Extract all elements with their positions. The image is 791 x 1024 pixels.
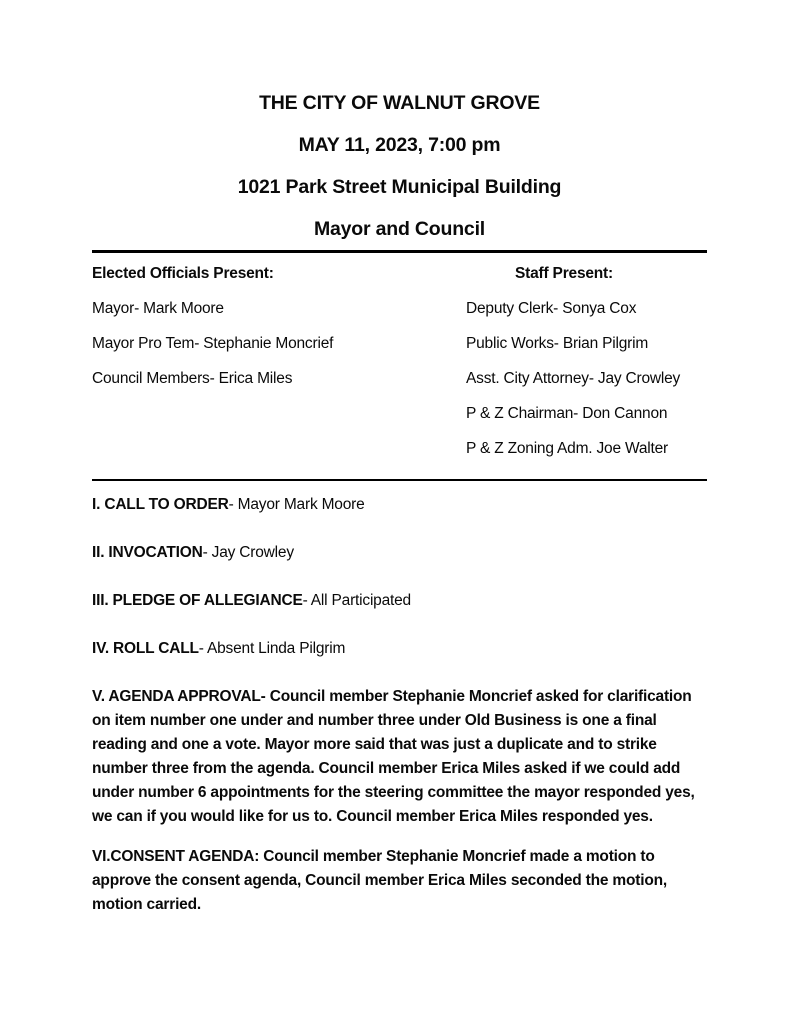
attendance-item: Deputy Clerk- Sonya Cox — [466, 300, 637, 317]
meeting-address: 1021 Park Street Municipal Building — [237, 176, 562, 198]
agenda-item-text: - Jay Crowley — [202, 544, 294, 561]
agenda-item-label: III. PLEDGE OF ALLEGIANCE — [92, 592, 303, 609]
agenda-item-text: - Absent Linda Pilgrim — [198, 640, 346, 657]
agenda-item-roll-call — [92, 637, 707, 661]
agenda-item-text: - All Participated — [302, 592, 411, 609]
agenda-item-invocation — [92, 541, 707, 565]
agenda-item-text: - Mayor Mark Moore — [228, 496, 365, 513]
elected-officials-column — [92, 262, 466, 472]
agenda-list — [92, 481, 707, 917]
attendance-item: Asst. City Attorney- Jay Crowley — [466, 370, 681, 387]
staff-heading: Staff Present: — [515, 265, 613, 282]
paragraph-consent-agenda: VI.CONSENT AGENDA: Council member Stephanie Moncrief made a motion to approve the consent agenda, Council member Erica Miles seconded the motion, motion carried. — [92, 848, 667, 913]
meeting-datetime: MAY 11, 2023, 7:00 pm — [298, 134, 501, 156]
attendance-item: Mayor Pro Tem- Stephanie Moncrief — [92, 335, 334, 352]
city-title: THE CITY OF WALNUT GROVE — [259, 92, 540, 114]
paragraph-agenda-approval: V. AGENDA APPROVAL- Council member Stephanie Moncrief asked for clarification on item number one under and number three under Old Business is one a final reading and one a vote. Mayor more said that was just a duplicate and to strike number three from the agenda. Council member Erica Miles asked if we could add under number 6 appointments for the steering committee the mayor responded yes, we can if you would like for us to. Council member Erica Miles responded yes. — [92, 688, 695, 825]
governing-body-name: Mayor and Council — [313, 218, 486, 240]
agenda-item-label: II. INVOCATION — [92, 544, 203, 561]
attendance-section — [92, 253, 707, 479]
elected-officials-heading: Elected Officials Present: — [92, 265, 274, 282]
agenda-item-label: I. CALL TO ORDER — [92, 496, 229, 513]
agenda-item-label: IV. ROLL CALL — [92, 640, 199, 657]
document-header — [92, 0, 707, 250]
attendance-item: P & Z Zoning Adm. Joe Walter — [466, 440, 669, 457]
agenda-item-call-to-order — [92, 493, 707, 517]
attendance-item: P & Z Chairman- Don Cannon — [466, 405, 668, 422]
attendance-item: Public Works- Brian Pilgrim — [466, 335, 649, 352]
attendance-item: Council Members- Erica Miles — [92, 370, 293, 387]
agenda-item-pledge — [92, 589, 707, 613]
staff-column — [466, 262, 707, 472]
attendance-item: Mayor- Mark Moore — [92, 300, 224, 317]
